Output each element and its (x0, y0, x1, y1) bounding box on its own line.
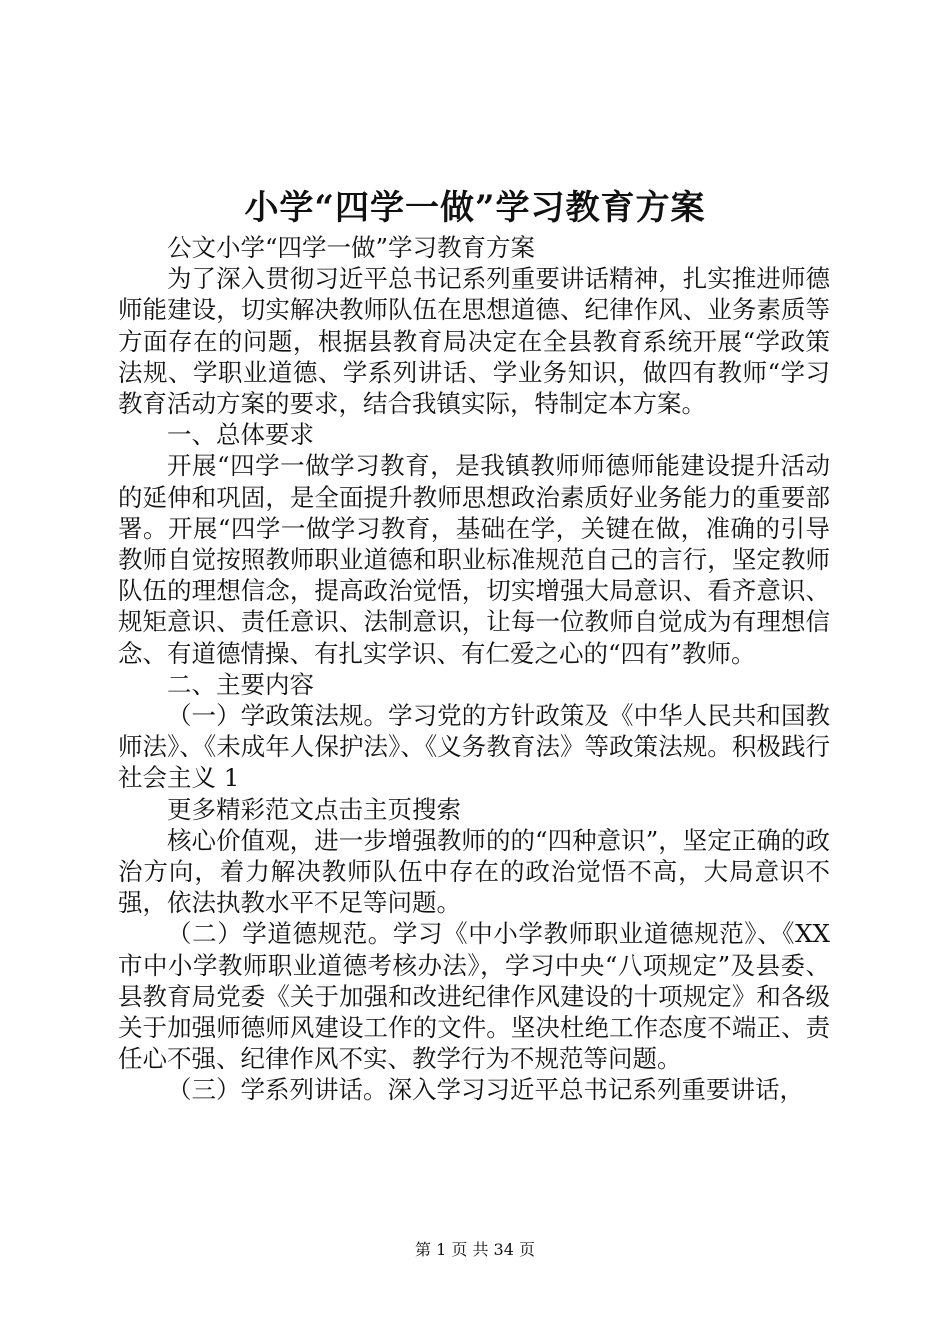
section-heading-2: 二、主要内容 (167, 669, 314, 699)
document-body (118, 232, 830, 1106)
paragraph-item-1-cont: 核心价值观，进一步增强教师的的“四种意识”，坚定正确的政治方向，着力解决教师队伍中存在的政治觉悟不高，大局意识不强，依法执教水平不足等问题。 (118, 825, 830, 918)
paragraph-promo: 更多精彩范文点击主页搜索 (167, 794, 461, 824)
paragraph-intro: 为了深入贯彻习近平总书记系列重要讲话精神，扎实推进师德师能建设，切实解决教师队伍在思想道德、纪律作风、业务素质等方面存在的问题，根据县教育局决定在全县教育系统开展“学政策法规、学职业道德、学系列讲话、学业务知识，做四有教师“学习教育活动方案的要求，结合我镇实际，特制定本方案。 (118, 264, 830, 419)
section-heading-1: 一、总体要求 (167, 420, 314, 450)
paragraph-item-2: （二）学道德规范。学习《中小学教师职业道德规范》、《XX 市中小学教师职业道德考核办法》，学习中央“八项规定”及县委、县教育局党委《关于加强和改进纪律作风建设的十项规定》和各级关于加强师德师风建设工作的文件。坚决杜绝工作态度不端正、责任心不强、纪律作风不实、教学行为不规范等问题。 (118, 919, 830, 1074)
paragraph-overall: 开展“四学一做学习教育，是我镇教师师德师能建设提升活动的延伸和巩固，是全面提升教师思想政治素质好业务能力的重要部署。开展“四学一做学习教育，基础在学，关键在做，准确的引导教师自觉按照教师职业道德和职业标准规范自己的言行，坚定教师队伍的理想信念，提高政治觉悟，切实增强大局意识、看齐意识、规矩意识、责任意识、法制意识，让每一位教师自觉成为有理想信念、有道德情操、有扎实学识、有仁爱之心的“四有”教师。 (118, 451, 830, 668)
document-title: 小学“四学一做”学习教育方案 (244, 188, 706, 228)
paragraph-subtitle: 公文小学“四学一做”学习教育方案 (167, 233, 536, 262)
paragraph-item-3: （三）学系列讲话。深入学习习近平总书记系列重要讲话， (167, 1075, 804, 1105)
paragraph-item-1: （一）学政策法规。学习党的方针政策及《中华人民共和国教师法》、《未成年人保护法》、《义务教育法》等政策法规。积极践行社会主义 1 (118, 701, 830, 793)
page-footer: 第 1 页 共 34 页 (415, 1240, 535, 1259)
